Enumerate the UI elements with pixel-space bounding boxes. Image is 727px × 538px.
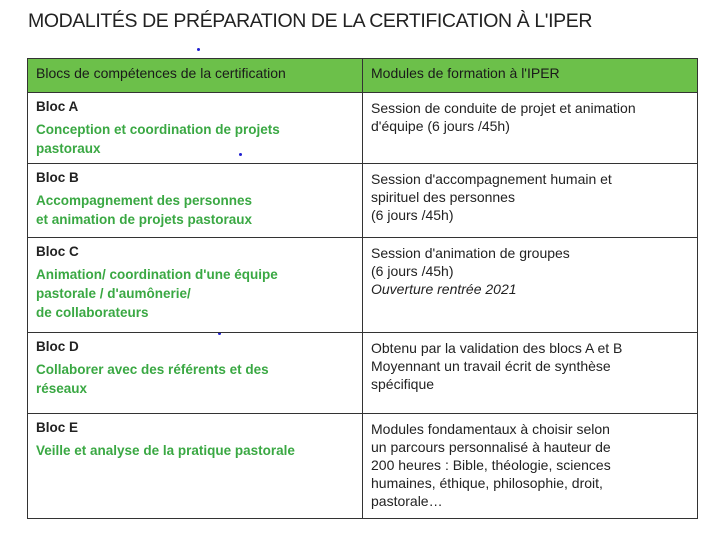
table-row <box>28 414 698 519</box>
competence-text: Conception et coordination de projets pastoraux <box>36 122 280 156</box>
table-row <box>28 164 698 238</box>
competence-cell <box>28 414 363 519</box>
table-row <box>28 238 698 333</box>
competence-text: Animation/ coordination d'une équipe pastorale / d'aumônerie/ de collaborateurs <box>36 267 278 320</box>
module-cell: Obtenu par la validation des blocs A et B Moyennant un travail écrit de synthèse spécifique <box>363 333 698 414</box>
bloc-label: Bloc E <box>36 420 79 435</box>
header-modules: Modules de formation à l'IPER <box>363 59 698 93</box>
competence-text: Accompagnement des personnes et animation de projets pastoraux <box>36 193 253 227</box>
bloc-label: Bloc D <box>36 339 79 354</box>
table-row <box>28 93 698 164</box>
competence-text: Veille et analyse de la pratique pastorale <box>36 443 295 458</box>
bloc-label: Bloc A <box>36 99 79 114</box>
competence-cell <box>28 93 363 164</box>
bloc-label: Bloc B <box>36 170 79 185</box>
certification-table <box>27 58 698 519</box>
page-title: MODALITÉS DE PRÉPARATION DE LA CERTIFICATION À L'IPER <box>28 10 593 32</box>
table-header-row <box>28 59 698 93</box>
competence-cell <box>28 333 363 414</box>
decorative-dot <box>197 48 200 51</box>
module-cell: Modules fondamentaux à choisir selon un parcours personnalisé à hauteur de 200 heures : Bible, théologie, sciences humaines, éthique, philosophie, droit, pastorale… <box>363 414 698 519</box>
competence-text: Collaborer avec des référents et des réseaux <box>36 362 269 396</box>
header-competences: Blocs de compétences de la certification <box>28 59 363 93</box>
bloc-label: Bloc C <box>36 244 79 259</box>
module-cell: Session d'animation de groupes (6 jours /45h) Ouverture rentrée 2021 <box>363 238 698 333</box>
module-note: Ouverture rentrée 2021 <box>371 281 517 297</box>
competence-cell <box>28 238 363 333</box>
table-row <box>28 333 698 414</box>
module-cell: Session d'accompagnement humain et spirituel des personnes (6 jours /45h) <box>363 164 698 238</box>
competence-cell <box>28 164 363 238</box>
module-cell: Session de conduite de projet et animation d'équipe (6 jours /45h) <box>363 93 698 164</box>
